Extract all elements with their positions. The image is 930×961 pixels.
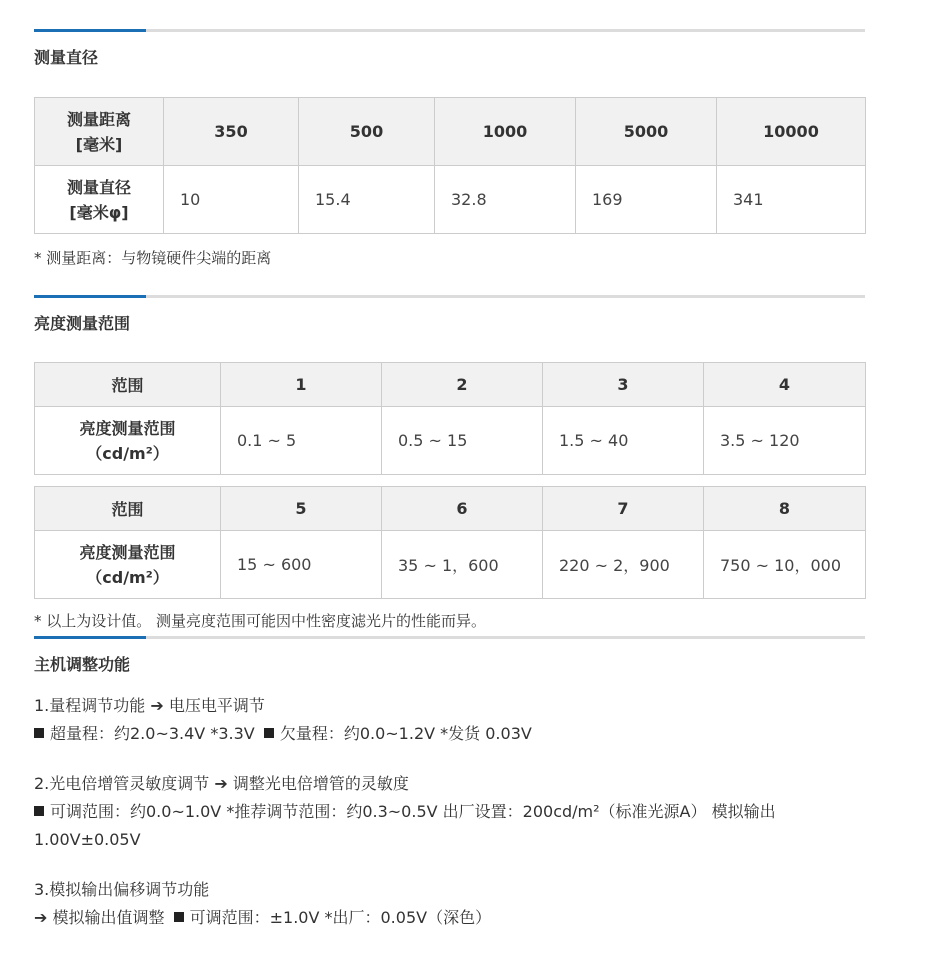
row-header-luminance bbox=[35, 531, 221, 599]
luminance-note: * 以上为设计值。 测量亮度范围可能因中性密度滤光片的性能而异。 bbox=[34, 612, 487, 630]
distance-cell: 5000 bbox=[576, 98, 717, 166]
diameter-table bbox=[34, 97, 866, 234]
row-header-line: 亮度测量范围 bbox=[79, 418, 176, 438]
item2-title: 2.光电倍增管灵敏度调节 bbox=[34, 774, 210, 793]
table-row bbox=[35, 531, 866, 599]
table-row bbox=[35, 407, 866, 475]
item1-title: 1.量程调节功能 bbox=[34, 696, 146, 715]
distance-cell: 350 bbox=[164, 98, 299, 166]
range-label: 范围 bbox=[35, 487, 221, 531]
luminance-cell: 750 ~ 10，000 bbox=[704, 531, 866, 599]
luminance-cell: 0.1 ~ 5 bbox=[221, 407, 382, 475]
item3-desc: 模拟输出值调整 bbox=[52, 908, 165, 927]
black-square-icon bbox=[34, 806, 44, 816]
diameter-cell: 15.4 bbox=[299, 166, 435, 234]
right-arrow-icon: ➔ bbox=[150, 696, 164, 715]
diameter-note: * 测量距离：与物镜硬件尖端的距离 bbox=[34, 249, 272, 267]
table-row bbox=[35, 363, 866, 407]
item3-detail-line bbox=[34, 904, 865, 932]
section-rule-accent bbox=[34, 295, 146, 298]
right-arrow-icon: ➔ bbox=[34, 908, 48, 927]
distance-cell: 1000 bbox=[435, 98, 576, 166]
row-header-line: [毫米φ] bbox=[69, 202, 129, 222]
section-rule bbox=[34, 295, 865, 298]
item3-title-line bbox=[34, 876, 865, 904]
range-cell: 6 bbox=[382, 487, 543, 531]
row-header-line: 测量距离 bbox=[66, 109, 131, 129]
section-title-adjustment: 主机调整功能 bbox=[34, 655, 131, 674]
section-rule bbox=[34, 29, 865, 32]
row-header-luminance bbox=[35, 407, 221, 475]
row-header-line: 亮度测量范围 bbox=[79, 542, 176, 562]
item2-title-line bbox=[34, 770, 865, 798]
table-row bbox=[35, 166, 866, 234]
item1-title-line bbox=[34, 692, 865, 720]
range-label: 范围 bbox=[35, 363, 221, 407]
black-square-icon bbox=[174, 912, 184, 922]
item1-detail-line bbox=[34, 720, 865, 748]
right-arrow-icon: ➔ bbox=[214, 774, 228, 793]
table-row bbox=[35, 487, 866, 531]
adjustment-content bbox=[34, 692, 865, 932]
item3-title: 3.模拟输出偏移调节功能 bbox=[34, 880, 210, 899]
black-square-icon bbox=[34, 728, 44, 738]
luminance-cell: 3.5 ~ 120 bbox=[704, 407, 866, 475]
item1-detail-a: 超量程：约2.0~3.4V *3.3V bbox=[50, 724, 255, 743]
item1-detail-b: 欠量程：约0.0~1.2V *发货 0.03V bbox=[279, 724, 532, 743]
section-title-luminance: 亮度测量范围 bbox=[34, 314, 131, 333]
table-row bbox=[35, 98, 866, 166]
diameter-cell: 10 bbox=[164, 166, 299, 234]
row-header-distance bbox=[35, 98, 164, 166]
black-square-icon bbox=[264, 728, 274, 738]
distance-cell: 10000 bbox=[717, 98, 866, 166]
luminance-table-1 bbox=[34, 362, 866, 475]
section-rule-accent bbox=[34, 636, 146, 639]
diameter-cell: 32.8 bbox=[435, 166, 576, 234]
item2-desc: 调整光电倍增管的灵敏度 bbox=[232, 774, 409, 793]
diameter-cell: 169 bbox=[576, 166, 717, 234]
range-cell: 5 bbox=[221, 487, 382, 531]
item2-detail-line bbox=[34, 798, 834, 854]
luminance-cell: 220 ~ 2，900 bbox=[543, 531, 704, 599]
range-cell: 2 bbox=[382, 363, 543, 407]
row-header-line: （cd/m²） bbox=[86, 443, 169, 463]
range-cell: 8 bbox=[704, 487, 866, 531]
page-content bbox=[34, 0, 865, 932]
item1-desc: 电压电平调节 bbox=[168, 696, 265, 715]
luminance-cell: 15 ~ 600 bbox=[221, 531, 382, 599]
item3-detail: 可调范围：±1.0V *出厂：0.05V（深色） bbox=[189, 908, 492, 927]
range-cell: 1 bbox=[221, 363, 382, 407]
range-cell: 3 bbox=[543, 363, 704, 407]
section-rule-accent bbox=[34, 29, 146, 32]
range-cell: 7 bbox=[543, 487, 704, 531]
row-header-line: [毫米] bbox=[75, 134, 123, 154]
luminance-cell: 0.5 ~ 15 bbox=[382, 407, 543, 475]
section-rule bbox=[34, 636, 865, 639]
row-header-line: 测量直径 bbox=[66, 177, 131, 197]
diameter-cell: 341 bbox=[717, 166, 866, 234]
luminance-table-2 bbox=[34, 486, 866, 599]
distance-cell: 500 bbox=[299, 98, 435, 166]
luminance-cell: 35 ~ 1，600 bbox=[382, 531, 543, 599]
section-title-diameter: 测量直径 bbox=[34, 48, 99, 67]
range-cell: 4 bbox=[704, 363, 866, 407]
item2-detail: 可调范围：约0.0~1.0V *推荐调节范围：约0.3~0.5V 出厂设置：200cd/m²（标准光源A） 模拟输出 1.00V±0.05V bbox=[34, 802, 776, 849]
luminance-cell: 1.5 ~ 40 bbox=[543, 407, 704, 475]
row-header-diameter bbox=[35, 166, 164, 234]
row-header-line: （cd/m²） bbox=[86, 567, 169, 587]
